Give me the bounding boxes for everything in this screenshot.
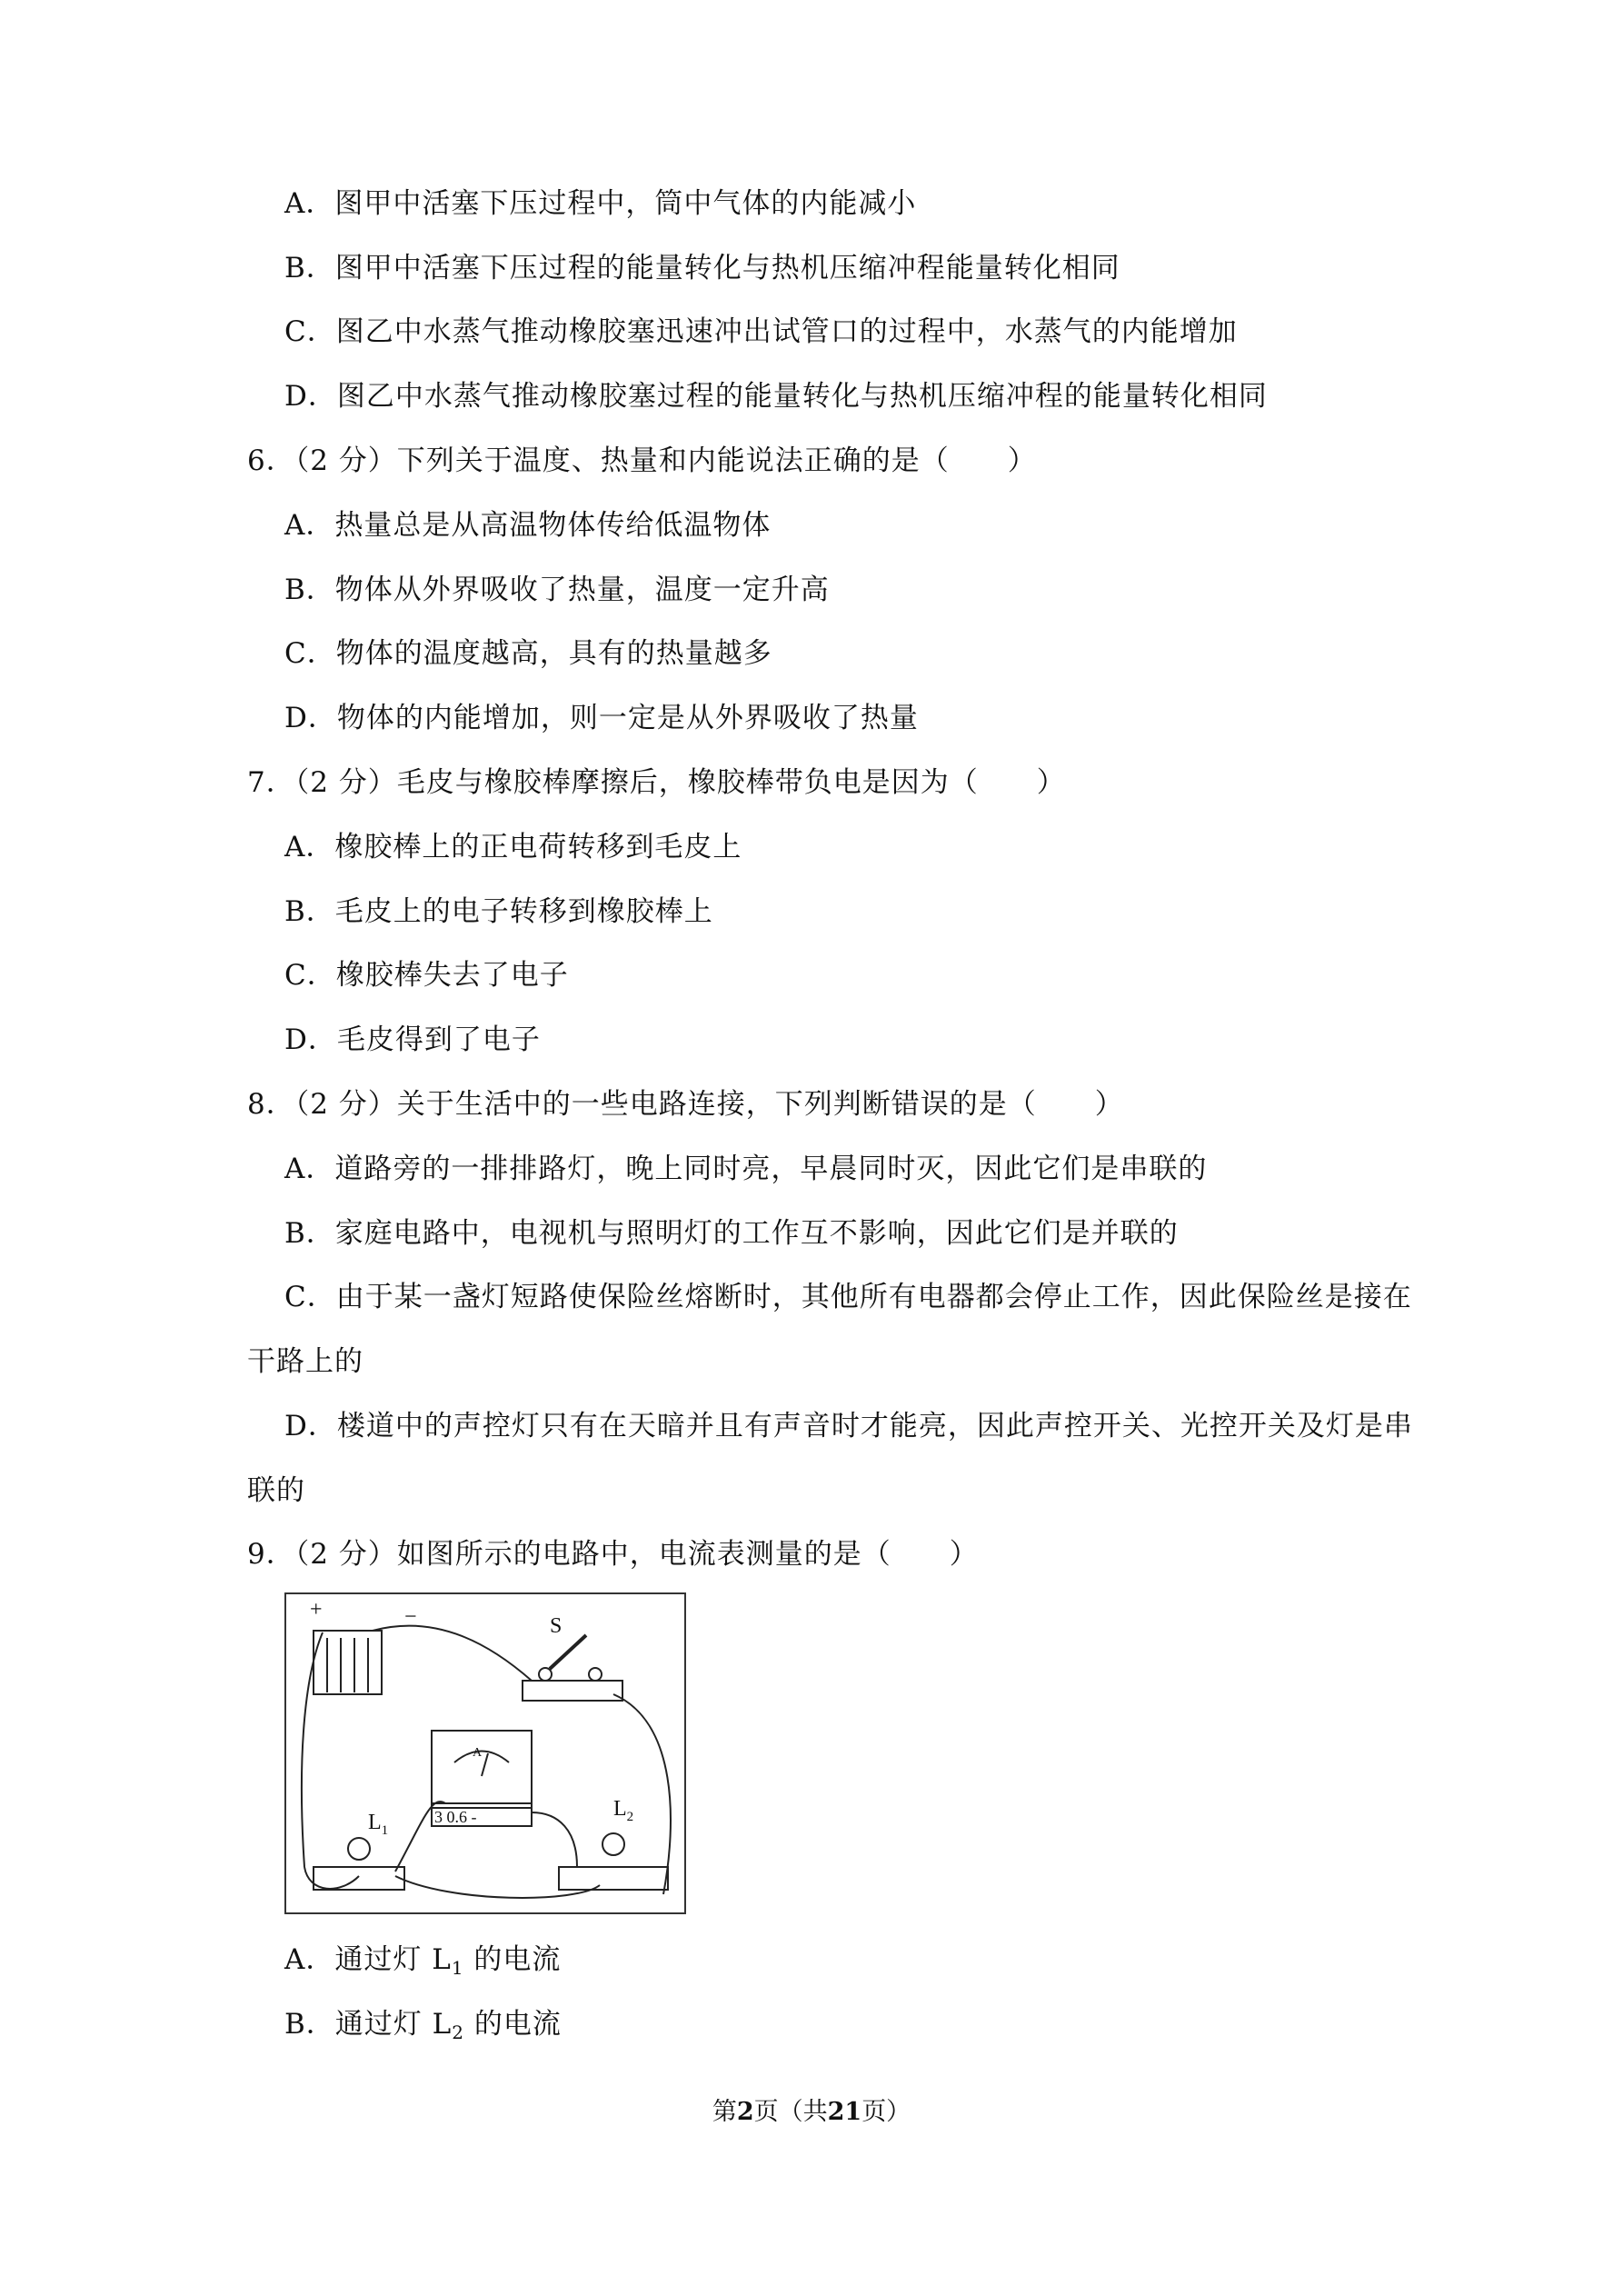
- question-number: 9．: [247, 1538, 295, 1571]
- q9-option-b: [284, 2006, 562, 2042]
- option-key: C．: [284, 637, 336, 670]
- q5-option-c: [284, 314, 1238, 350]
- wire-battery-switch: [373, 1626, 532, 1681]
- battery-plus-label: +: [310, 1598, 323, 1622]
- option-subscript: 2: [452, 2021, 464, 2043]
- question-text: （2 分）如图所示的电路中，电流表测量的是（ ）: [294, 1538, 979, 1571]
- option-text: 通过灯 L: [334, 2008, 453, 2041]
- option-key: B．: [284, 252, 335, 285]
- option-text: 由于某一盏灯短路使保险丝熔断时，其他所有电器都会停止工作，因此保险丝是接在: [335, 1281, 1412, 1313]
- option-text: 通过灯 L: [334, 1943, 452, 1976]
- q6-option-c: [284, 635, 772, 672]
- option-key: C．: [284, 315, 336, 348]
- q5-option-d: [284, 378, 1268, 414]
- q8-option-c-continuation: 干路上的: [247, 1345, 363, 1378]
- q7-option-a: [284, 829, 742, 865]
- q6-stem: [247, 443, 1037, 479]
- q8-option-c: [284, 1279, 1412, 1315]
- option-text-tail: 的电流: [463, 2008, 562, 2041]
- lamp1-base: [314, 1867, 404, 1890]
- q5-option-b: [284, 250, 1120, 286]
- q6-option-d: [284, 700, 919, 736]
- q7-option-c: [284, 957, 569, 993]
- option-key: A．: [284, 1943, 335, 1976]
- option-key: D．: [284, 1410, 337, 1442]
- wire-bottom: [395, 1876, 600, 1898]
- question-number: 7．: [247, 766, 295, 799]
- ammeter-terminals: 3 0.6 -: [434, 1808, 477, 1826]
- question-text: （2 分）毛皮与橡胶棒摩擦后，橡胶棒带负电是因为（ ）: [294, 766, 1066, 799]
- total-pages: 21: [827, 2098, 862, 2126]
- option-key: A．: [284, 1153, 335, 1185]
- option-text: 图甲中活塞下压过程的能量转化与热机压缩冲程能量转化相同: [334, 252, 1120, 285]
- q7-option-d: [284, 1022, 541, 1058]
- question-text: （2 分）关于生活中的一些电路连接，下列判断错误的是（ ）: [294, 1088, 1124, 1121]
- option-text: 毛皮上的电子转移到橡胶棒上: [334, 895, 713, 928]
- wire-left: [302, 1632, 323, 1867]
- option-text: 橡胶棒上的正电荷转移到毛皮上: [334, 831, 742, 863]
- lamp2-bulb: [602, 1833, 624, 1855]
- option-key: D．: [284, 380, 337, 413]
- q7-stem: [247, 764, 1066, 801]
- option-key: D．: [284, 702, 337, 734]
- option-key: A．: [284, 509, 335, 542]
- q8-option-d-continuation: 联的: [247, 1474, 305, 1507]
- ammeter-body: [432, 1731, 532, 1808]
- option-key: B．: [284, 1217, 335, 1250]
- page-number: 2: [736, 2098, 754, 2126]
- q8-option-d: [284, 1408, 1413, 1444]
- option-text: 图乙中水蒸气推动橡胶塞迅速冲出试管口的过程中，水蒸气的内能增加: [335, 315, 1238, 348]
- lamp1-label: $L_1$: [368, 1811, 389, 1838]
- battery-minus-label: −: [404, 1605, 417, 1629]
- option-key: B．: [284, 574, 335, 606]
- q6-option-b: [284, 572, 830, 608]
- option-key: B．: [284, 2008, 335, 2041]
- q8-option-b: [284, 1215, 1179, 1252]
- page-footer: 第2页（共21页）: [712, 2098, 911, 2126]
- wire-right: [613, 1694, 671, 1894]
- switch-base: [523, 1681, 622, 1701]
- option-text: 道路旁的一排排路灯，晚上同时亮，早晨同时灭，因此它们是串联的: [334, 1153, 1208, 1185]
- battery-body: [314, 1631, 382, 1694]
- option-text: 热量总是从高温物体传给低温物体: [334, 509, 772, 542]
- option-key: A．: [284, 187, 335, 220]
- option-key: C．: [284, 1281, 336, 1313]
- q7-option-b: [284, 893, 713, 930]
- option-key: B．: [284, 895, 335, 928]
- option-text: 物体的内能增加，则一定是从外界吸收了热量: [336, 702, 919, 734]
- option-text: 物体的温度越高，具有的热量越多: [335, 637, 772, 670]
- option-text: 物体从外界吸收了热量，温度一定升高: [334, 574, 830, 606]
- question-text: （2 分）下列关于温度、热量和内能说法正确的是（ ）: [294, 444, 1037, 477]
- question-number: 8．: [247, 1088, 295, 1121]
- option-key: C．: [284, 959, 336, 992]
- switch-lever: [550, 1635, 586, 1669]
- ammeter-label: A: [473, 1746, 483, 1760]
- lamp1-bulb: [348, 1838, 370, 1860]
- q6-option-a: [284, 507, 771, 544]
- option-text: 家庭电路中，电视机与照明灯的工作互不影响，因此它们是并联的: [334, 1217, 1179, 1250]
- q9-stem: [247, 1536, 979, 1572]
- circuit-figure: [284, 1592, 686, 1914]
- option-text-tail: 的电流: [463, 1943, 562, 1976]
- lamp2-label: $L_2$: [613, 1797, 634, 1824]
- lamp2-base: [559, 1867, 668, 1890]
- option-subscript: 1: [451, 1957, 464, 1979]
- option-text: 楼道中的声控灯只有在天暗并且有声音时才能亮，因此声控开关、光控开关及灯是串: [336, 1410, 1413, 1442]
- option-text: 图乙中水蒸气推动橡胶塞过程的能量转化与热机压缩冲程的能量转化相同: [336, 380, 1268, 413]
- option-text: 图甲中活塞下压过程中，筒中气体的内能减小: [334, 187, 917, 220]
- q9-option-a: [284, 1942, 561, 1978]
- q8-stem: [247, 1086, 1124, 1123]
- circuit-diagram: [286, 1594, 684, 1912]
- q5-option-a: [284, 185, 916, 222]
- option-key: D．: [284, 1023, 337, 1056]
- q8-option-a: [284, 1151, 1207, 1187]
- option-text: 橡胶棒失去了电子: [335, 959, 569, 992]
- question-number: 6．: [247, 444, 295, 477]
- option-key: A．: [284, 831, 335, 863]
- option-text: 毛皮得到了电子: [336, 1023, 541, 1056]
- wire-meter-l2: [532, 1812, 577, 1867]
- switch-label: S: [550, 1614, 563, 1638]
